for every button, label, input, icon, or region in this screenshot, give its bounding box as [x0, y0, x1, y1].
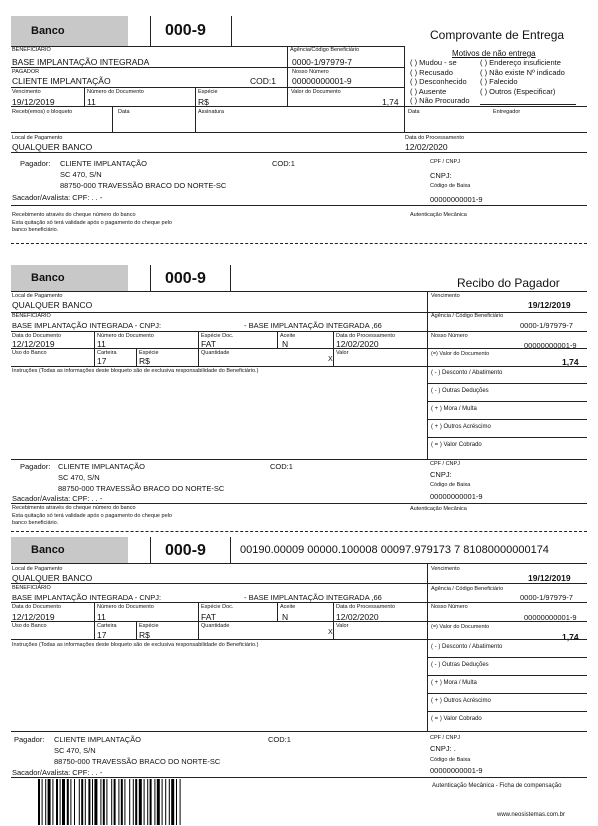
r-docnum-label: Número do Documento: [97, 333, 154, 339]
agency-value: 0000-1/97979-7: [292, 57, 353, 67]
s-docvalue-label: (=) Valor do Documento: [431, 624, 490, 630]
r-beneficiary-label: BENEFICIÁRIO: [12, 313, 51, 319]
reason-4: ( ) Ausente: [410, 87, 447, 96]
r-agency-label: Agência / Código Beneficiário: [431, 313, 504, 319]
payplace-label: Local de Pagamento: [12, 135, 63, 141]
reason-5: ( ) Não Procurado: [410, 96, 470, 105]
s-cpf-cnpj-label: CPF / CNPJ: [430, 735, 460, 741]
species-label: Espécie: [198, 89, 218, 95]
cheque-line2: Esta quitação só terá validade após o pagamento do cheque pelo: [12, 220, 172, 226]
r-pagador-cod: COD:1: [270, 462, 293, 471]
reasons-title: Motivos de não entrega: [452, 49, 536, 58]
s-docvalue-value: 1,74: [562, 632, 579, 642]
reason-1: ( ) Mudou - se: [410, 58, 457, 67]
our-number-value: 00000000001-9: [292, 76, 352, 86]
s-baixa-value: 00000000001-9: [430, 766, 483, 775]
r-docnum-value: 11: [97, 339, 106, 349]
r-qty-label: Quantidade: [201, 350, 230, 356]
s-cnpj-value: CNPJ: .: [430, 744, 456, 753]
beneficiary-value: BASE IMPLANTAÇÃO INTEGRADA: [12, 57, 150, 67]
barcode-line: 00190.00009 00000.100008 00097.979173 7 81080000000174: [240, 544, 549, 556]
r-baixa-label: Código de Baixa: [430, 482, 471, 488]
r-species-label: Espécie: [139, 350, 159, 356]
barcode-bar: [139, 779, 142, 825]
s-side-3: ( + ) Mora / Multa: [431, 680, 477, 686]
s-x-mark: X: [328, 629, 333, 636]
r-payplace-value: QUALQUER BANCO: [12, 300, 93, 310]
r-pagador-addr2: 88750-000 TRAVESSÃO BRACO DO NORTE-SC: [58, 484, 225, 493]
s-side-1: ( - ) Desconto / Abatimento: [431, 644, 503, 650]
docvalue-value: 1,74: [382, 97, 399, 107]
barcode-bar: [103, 779, 105, 825]
r-sacador: Sacador/Avalista: CPF: . . -: [12, 494, 103, 503]
barcode-bar: [92, 779, 93, 825]
payer-value: CLIENTE IMPLANTAÇÃO: [12, 76, 111, 86]
r-cpf-cnpj-label: CPF / CNPJ: [430, 461, 460, 467]
pagador-addr1: SC 470, S/N: [60, 170, 102, 179]
s-instructions: Instruções (Todas as informações deste bloqueto são de exclusiva responsabilidade do Beneficiário.): [12, 642, 259, 648]
r-cnpj-value: CNPJ:: [430, 470, 452, 479]
reason-7: ( ) Não existe Nº indicado: [480, 68, 565, 77]
r-species-doc-label: Espécie Doc.: [201, 333, 234, 339]
s-side-5: ( = ) Valor Cobrado: [431, 716, 482, 722]
beneficiary-label: BENEFICIÁRIO: [12, 47, 51, 53]
s-pagador-cod: COD:1: [268, 735, 291, 744]
barcode-bar: [62, 779, 65, 825]
due-value: 19/12/2019: [12, 97, 55, 107]
barcode-bar: [67, 779, 69, 825]
r-side-5: ( = ) Valor Cobrado: [431, 442, 482, 448]
baixa-label: Código de Baixa: [430, 183, 471, 189]
r-procdate-label: Data do Processamento: [336, 333, 396, 339]
s-payplace-value: QUALQUER BANCO: [12, 573, 93, 583]
s-species-doc-value: FAT: [201, 612, 216, 622]
s-docnum-value: 11: [97, 612, 106, 622]
r-side-4: ( + ) Outros Acréscimo: [431, 424, 491, 430]
s-agency-value: 0000-1/97979-7: [520, 593, 573, 602]
s-due-value: 19/12/2019: [528, 573, 571, 583]
barcode-bar: [154, 779, 155, 825]
deliverer-label: Entregador: [493, 109, 521, 115]
barcode-bar: [133, 779, 134, 825]
bank-name-box: [11, 16, 128, 46]
s-beneficiary-label: BENEFICIÁRIO: [12, 585, 51, 591]
barcode-bar: [48, 779, 51, 825]
receipt-label: Receb(emos) o bloqueto: [12, 109, 73, 115]
s-docnum-label: Número do Documento: [97, 604, 154, 610]
species-value: R$: [198, 97, 209, 107]
docvalue-label: Valor do Documento: [291, 89, 341, 95]
s-side-4: ( + ) Outros Acréscimo: [431, 698, 491, 704]
payer-cod: COD:1: [250, 76, 276, 86]
s-accept-label: Aceite: [280, 604, 296, 610]
r-side-2: ( - ) Outras Deduções: [431, 388, 489, 394]
s-species-label: Espécie: [139, 623, 159, 629]
bank-name: Banco: [31, 544, 65, 556]
barcode-bar: [52, 779, 53, 825]
s-agency-label: Agência / Código Beneficiário: [431, 586, 504, 592]
r-our-number-value: 00000000001-9: [524, 341, 577, 350]
s-bankuse-label: Uso do Banco: [12, 623, 47, 629]
pagador-cod: COD:1: [272, 159, 295, 168]
barcode-bar: [176, 779, 177, 825]
s-side-2: ( - ) Outras Deduções: [431, 662, 489, 668]
r-pagador-label: Pagador:: [20, 462, 51, 471]
r-beneficiary2: - BASE IMPLANTAÇÃO INTEGRADA ,66: [244, 321, 382, 330]
barcode-bar: [70, 779, 71, 825]
reason-6: ( ) Endereço insuficiente: [480, 58, 561, 67]
r-docvalue-label: (=) Valor do Documento: [431, 351, 490, 357]
barcode-bar: [56, 779, 58, 825]
r-cheque-line3: banco beneficiário.: [12, 520, 59, 526]
barcode-bar: [106, 779, 107, 825]
barcode-bar: [162, 779, 163, 825]
cnpj-value: CNPJ:: [430, 171, 452, 180]
r-accept-label: Aceite: [280, 333, 296, 339]
barcode-bar: [135, 779, 137, 825]
s-wallet-value: 17: [97, 630, 107, 640]
pagador-addr2: 88750-000 TRAVESSÃO BRACO DO NORTE-SC: [60, 181, 227, 190]
barcode-bar: [111, 779, 112, 825]
s-docdate-label: Data do Documento: [12, 604, 61, 610]
barcode-bar: [88, 779, 90, 825]
payplace-value: QUALQUER BANCO: [12, 142, 93, 152]
s-website: www.neosistemas.com.br: [497, 812, 566, 818]
bank-name-box-2: [11, 265, 128, 291]
s-our-number-label: Nosso Número: [431, 604, 468, 610]
r-docdate-value: 12/12/2019: [12, 339, 55, 349]
s-our-number-value: 00000000001-9: [524, 613, 577, 622]
r-value-label: Valor: [336, 350, 349, 356]
s-due-label: Vencimento: [431, 566, 460, 572]
r-payplace-label: Local de Pagamento: [12, 293, 63, 299]
cheque-line1: Recebimento através do cheque número do banco: [12, 212, 136, 218]
reason-8: ( ) Falecido: [480, 77, 518, 86]
barcode-bar: [121, 779, 123, 825]
r-due-value: 19/12/2019: [528, 300, 571, 310]
pagador-label: Pagador:: [20, 159, 51, 168]
barcode-bar: [100, 779, 101, 825]
reason-2: ( ) Recusado: [410, 68, 453, 77]
barcode-bar: [94, 779, 97, 825]
s-procdate-label: Data do Processamento: [336, 604, 396, 610]
s-sacador: Sacador/Avalista: CPF: . . -: [12, 768, 103, 777]
barcode-bar: [144, 779, 145, 825]
s-accept-value: N: [282, 612, 289, 622]
s-beneficiary-value: BASE IMPLANTAÇÃO INTEGRADA - CNPJ:: [12, 593, 162, 602]
date2-label: Data: [408, 109, 420, 115]
barcode-bar: [147, 779, 148, 825]
s-pagador-label: Pagador:: [14, 735, 45, 744]
auth-label: Autenticação Mecânica: [410, 212, 467, 218]
our-number-label: Nosso Número: [292, 69, 329, 75]
delivery-title: Comprovante de Entrega: [430, 28, 565, 42]
r-bankuse-label: Uso do Banco: [12, 350, 47, 356]
r-docdate-label: Data do Documento: [12, 333, 61, 339]
r-docvalue-value: 1,74: [562, 357, 579, 367]
r-our-number-label: Nosso Número: [431, 333, 468, 339]
barcode-bar: [114, 779, 116, 825]
r-side-3: ( + ) Mora / Multa: [431, 406, 477, 412]
bank-code: 000-9: [165, 542, 206, 559]
cheque-line3: banco beneficiário.: [12, 227, 59, 233]
r-auth-label: Autenticação Mecânica: [410, 506, 467, 512]
barcode-bar: [169, 779, 170, 825]
barcode-bar: [118, 779, 119, 825]
s-pagador-addr2: 88750-000 TRAVESSÃO BRACO DO NORTE-SC: [54, 757, 221, 766]
s-beneficiary2: - BASE IMPLANTAÇÃO INTEGRADA ,66: [244, 593, 382, 602]
sacador: Sacador/Avalista: CPF: . . -: [12, 193, 103, 202]
r-accept-value: N: [282, 339, 289, 349]
docnum-label: Número do Documento: [87, 89, 144, 95]
r-beneficiary-value: BASE IMPLANTAÇÃO INTEGRADA - CNPJ:: [12, 321, 162, 330]
s-pagador-addr1: SC 470, S/N: [54, 746, 96, 755]
s-payplace-label: Local de Pagamento: [12, 566, 63, 572]
r-due-label: Vencimento: [431, 293, 460, 299]
barcode-graphic: [38, 779, 238, 825]
s-species-doc-label: Espécie Doc.: [201, 604, 234, 610]
r-species-value: R$: [139, 356, 150, 366]
barcode-bar: [42, 779, 43, 825]
r-wallet-value: 17: [97, 356, 107, 366]
docnum-value: 11: [87, 97, 96, 107]
barcode-bar: [124, 779, 125, 825]
barcode-bar: [157, 779, 160, 825]
r-baixa-value: 00000000001-9: [430, 492, 483, 501]
s-species-value: R$: [139, 630, 150, 640]
barcode-bar: [74, 779, 75, 825]
date-label: Data: [118, 109, 130, 115]
barcode-bar: [38, 779, 40, 825]
s-procdate-value: 12/02/2020: [336, 612, 379, 622]
s-auth-label: Autenticação Mecânica - Ficha de compensação: [432, 783, 562, 789]
barcode-bar: [81, 779, 83, 825]
receipt-title: Recibo do Pagador: [457, 276, 560, 290]
cpf-cnpj-label: CPF / CNPJ: [430, 159, 460, 165]
r-species-doc-value: FAT: [201, 339, 216, 349]
baixa-value: 00000000001-9: [430, 195, 483, 204]
bank-code: 000-9: [165, 270, 206, 287]
barcode-bar: [85, 779, 86, 825]
s-baixa-label: Código de Baixa: [430, 757, 471, 763]
bank-name-box-3: [11, 537, 128, 563]
reason-9: ( ) Outros (Especificar): [480, 87, 556, 96]
r-pagador-addr1: SC 470, S/N: [58, 473, 100, 482]
barcode-bar: [45, 779, 46, 825]
signature-label: Assinatura: [198, 109, 224, 115]
procdate-label: Data do Processamento: [405, 135, 465, 141]
r-wallet-label: Carteira: [97, 350, 117, 356]
bank-code: 000-9: [165, 22, 206, 39]
reason-3: ( ) Desconhecido: [410, 77, 467, 86]
barcode-bar: [60, 779, 61, 825]
bank-name: Banco: [31, 25, 65, 37]
r-procdate-value: 12/02/2020: [336, 339, 379, 349]
barcode-bar: [150, 779, 152, 825]
agency-label: Agência/Código Beneficiário: [290, 47, 360, 53]
barcode-bar: [171, 779, 174, 825]
s-pagador-name: CLIENTE IMPLANTAÇÃO: [54, 735, 141, 744]
bank-name: Banco: [31, 272, 65, 284]
s-qty-label: Quantidade: [201, 623, 230, 629]
r-pagador-name: CLIENTE IMPLANTAÇÃO: [58, 462, 145, 471]
barcode-bar: [129, 779, 130, 825]
barcode-bar: [165, 779, 166, 825]
r-agency-value: 0000-1/97979-7: [520, 321, 573, 330]
pagador-name: CLIENTE IMPLANTAÇÃO: [60, 159, 147, 168]
due-label: Vencimento: [12, 89, 41, 95]
barcode-bar: [79, 779, 80, 825]
s-docdate-value: 12/12/2019: [12, 612, 55, 622]
r-x-mark: X: [328, 356, 333, 363]
r-cheque-line2: Esta quitação só terá validade após o pagamento do cheque pelo: [12, 513, 172, 519]
s-wallet-label: Carteira: [97, 623, 117, 629]
procdate-value: 12/02/2020: [405, 142, 448, 152]
r-side-1: ( - ) Desconto / Abatimento: [431, 370, 503, 376]
barcode-bar: [180, 779, 181, 825]
r-instructions: Instruções (Todas as informações deste bloqueto são de exclusiva responsabilidade do Beneficiário.): [12, 368, 259, 374]
s-value-label: Valor: [336, 623, 349, 629]
r-cheque-line1: Recebimento através do cheque número do banco: [12, 505, 136, 511]
payer-label: PAGADOR: [12, 69, 40, 75]
